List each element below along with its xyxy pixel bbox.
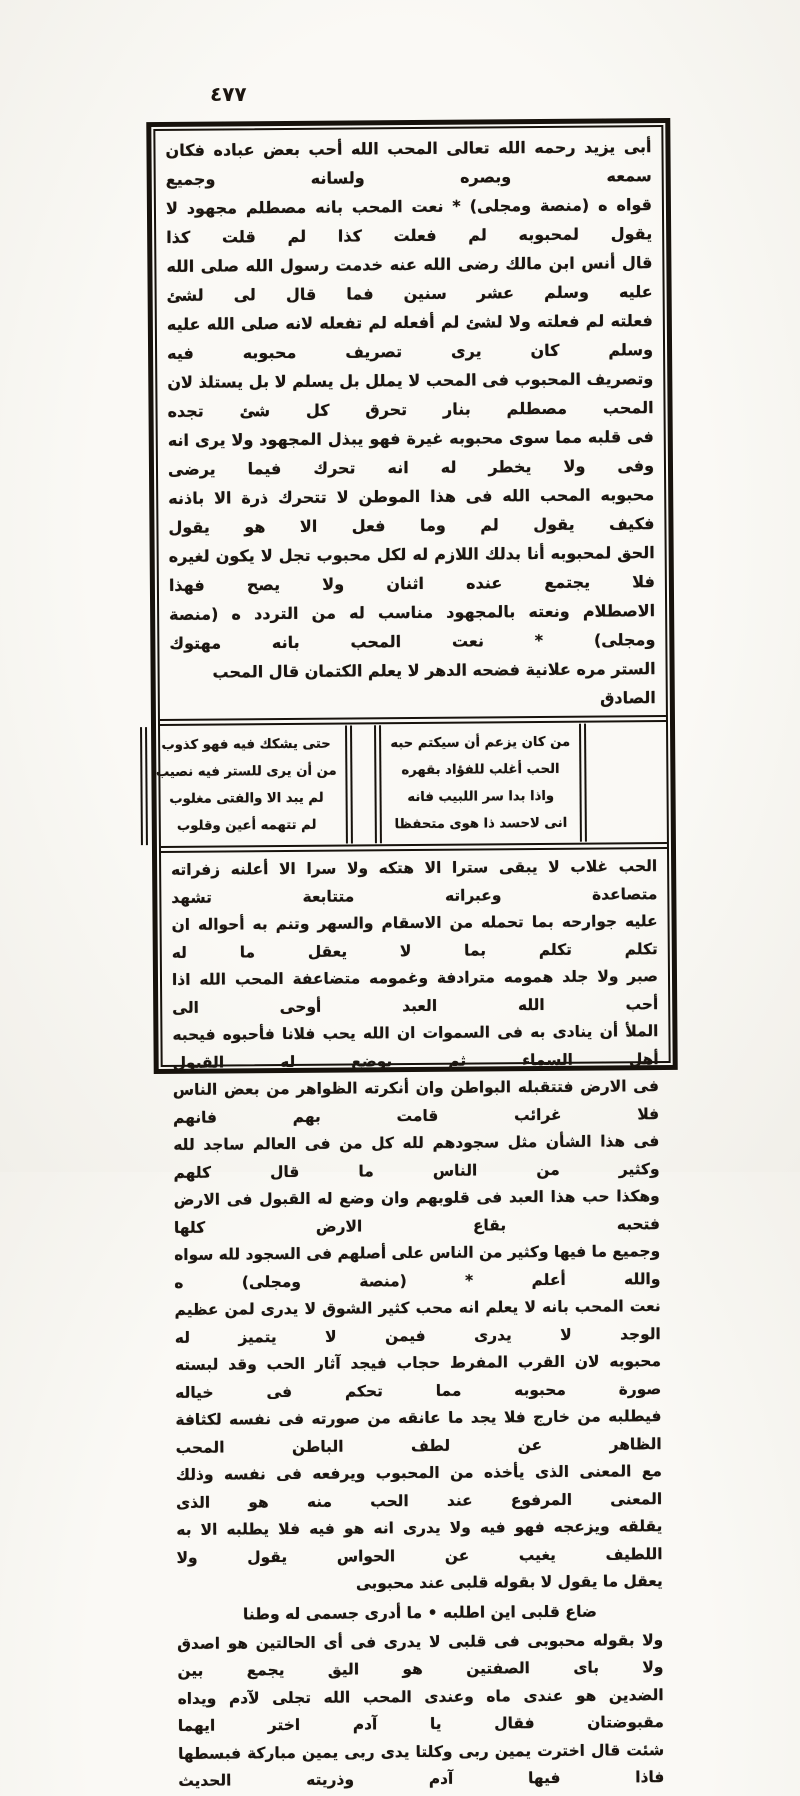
paragraph-line: نعت المحب بانه لا يعلم انه محب كثير الشوق لا يدرى لمن عظيم الوجد لا يدرى فيمن لا يتميز له <box>174 1297 661 1347</box>
poem-hemistich: الحب أغلب للفؤاد بقهره <box>401 761 560 779</box>
poem-hemistich: من أن يرى للستر فيه نصيب <box>155 763 337 781</box>
paragraph-line: عليه جوارحه بما تحمله من الاسقام والسهر وتنم به أحواله ان تكلم تكلم بما لا يعقل ما له <box>171 912 658 962</box>
poem-columns <box>155 722 667 846</box>
poem-column-second-hemistichs <box>140 725 354 845</box>
poem-section <box>155 715 667 853</box>
paragraph-last-line: الستر مره علانية فضحه الدهر لا يعلم الكتمان قال المحب الصادق <box>212 659 656 708</box>
paragraph-line: فيطلبه من خارج فلا يجد ما عانقه من صورته فى نفسه لكثافة الظاهر عن لطف الباطن المحب <box>175 1407 662 1457</box>
poem-column-first-hemistichs <box>374 724 587 844</box>
paragraph-line: فى قلبه مما سوى محبوبه غيرة فهو يبذل المجهود ولا يرى انه وفى ولا يخطر له انه تحرك فيما يرضى <box>167 427 655 479</box>
paragraph-line: فعلته لم فعلته ولا لشئ لم أفعله لم تفعله لانه صلى الله عليه وسلم كان يرى تصريف محبوبه فيه <box>166 311 654 363</box>
paragraph-line: شئت قال اخترت يمين ربى وكلتا يدى ربى يمين مباركة فبسطها فاذا فيها آدم وذريته الحديث <box>178 1740 665 1790</box>
paragraph-line: مع المعنى الذى يأخذه من المحبوب ويرفعه فى نفسه وذلك المعنى المرفوع عند الحب منه هو الذى <box>175 1462 663 1512</box>
paragraph-line: فى الارض فتتقبله البواطن وان أنكرته الظواهر من بعض الناس فلا غرائب قامت بهم فانهم <box>172 1077 660 1127</box>
poem-hemistich: لم يبد الا والفتى مغلوب <box>169 790 324 807</box>
page-number: ٤٧٧ <box>210 82 247 106</box>
paragraph-line: الاصطلام ونعته بالمجهود مناسب له من التردد ه (منصة ومجلى) * نعت المحب بانه مهتوك <box>169 601 656 653</box>
paragraph-line: قواه ه (منصة ومجلى) * نعت المحب بانه مصطلم مجهود لا يقول لمحبوبه لم فعلت كذا لم قلت كذا <box>165 195 653 247</box>
paragraph-line: وهكذا حب هذا العبد فى قلوبهم وان وضع له القبول فى الارض فتحبه بقاع الارض كلها <box>173 1187 661 1237</box>
paragraph-line: وتصريف المحبوب فى المحب لا يملل بل يسلم لا بل يستلذ لان المحب مصطلم بنار تحرق كل شئ تجده <box>167 369 654 421</box>
paragraph-line: الضدين هو عندى ماه وعندى المحب الله تجلى لآدم ويداه مقبوضتان فقال يا آدم اختر ايهما <box>177 1685 664 1735</box>
paragraph-line: الملأ أن ينادى به فى السموات ان الله يحب فلانا فأحبوه فيحبه أهل السماء ثم يوضع له القبول <box>172 1022 659 1072</box>
lower-paragraph <box>171 853 663 1572</box>
paragraph-line: وجميع ما فيها وكثير من الناس على أصلهم فى السجود لله سواه والله أعلم * (منصة ومجلى) ه <box>174 1242 661 1292</box>
centered-verse: ضاع قلبى اين اطلبه • ما أدرى جسمى له وطنا <box>242 1602 598 1623</box>
poem-right-margin <box>586 722 667 843</box>
paragraph-line: فى هذا الشأن مثل سجودهم لله كل من فى العالم ساجد لله وكثير من الناس ما قال كلهم <box>173 1132 660 1182</box>
poem-hemistich: انى لاحسد ذا هوى متحفظا <box>394 815 568 833</box>
text-area <box>153 125 670 1790</box>
paragraph-line: قال أنس ابن مالك رضى الله عنه خدمت رسول الله صلى الله عليه وسلم عشر سنين فما قال لى لشئ <box>166 253 653 305</box>
paragraph-last-line: يعقل ما يقول لا بقوله قلبى عند محبوبى <box>355 1572 663 1593</box>
paragraph-line: صبر ولا جلد همومه مترادفة وغمومه متضاعفة المحب الله اذا أحب الله العبد أوحى الى <box>171 967 659 1017</box>
paragraph-line: ولا بقوله محبوبى فى قلبى لا يدرى فى أى الحالتين هو اصدق ولا باى الصفتين هو اليق يجمع بين <box>177 1630 664 1680</box>
poem-hemistich: حتى يشكك فيه فهو كذوب <box>161 736 331 753</box>
paragraph-line: الحب غلاب لا يبقى سترا الا هتكه ولا سرا الا أعلنه زفراته متصاعدة وعبراته متتابعة تشهد <box>171 857 658 907</box>
poem-hemistich: من كان يزعم أن سيكتم حبه <box>390 734 571 752</box>
page-border-frame <box>146 118 677 1790</box>
paragraph-line: يقلقه ويزعجه فهو فيه ولا يدرى انه هو فيه فلا يطلبه الا به اللطيف يغيب عن الحواس يقول ولا <box>176 1517 663 1567</box>
paragraph-line: محبوبه لان القرب المفرط حجاب فيجد آثار الحب وقد لبسته صورة محبوبه مما تحكم فى خياله <box>174 1352 662 1402</box>
poem-hemistich: واذا بدا سر اللبيب فانه <box>407 788 555 806</box>
poem-hemistich: لم تتهمه أعين وقلوب <box>176 817 317 834</box>
poem-column-gap <box>352 724 375 844</box>
upper-paragraph <box>165 132 655 658</box>
paragraph-line: الحق لمحبوبه أنا بدلك اللازم له لكل محبوب تجل لا يكون لغيره فلا يجتمع عنده اثنان ولا يصح فهذا <box>168 543 655 595</box>
closing-paragraph <box>177 1627 664 1796</box>
paragraph-line: أبى يزيد رحمه الله تعالى المحب الله أحب بعض عباده فكان سمعه وبصره ولسانه وجميع <box>165 137 652 189</box>
paragraph-line: محبوبه المحب الله فى هذا الموطن لا تتحرك ذرة الا باذنه فكيف يقول لم وما فعل الا هو يقول <box>168 485 655 537</box>
